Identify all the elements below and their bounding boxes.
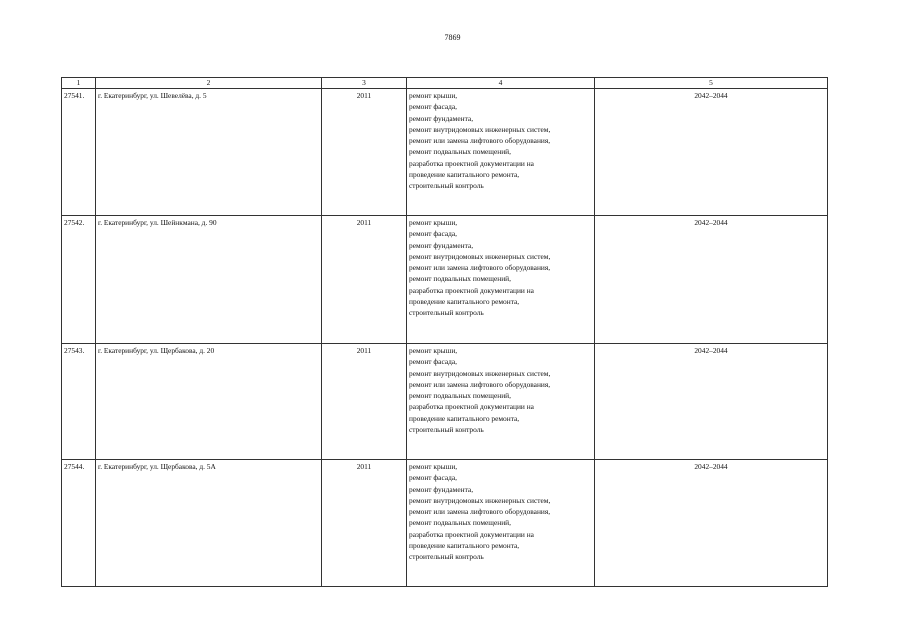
repair-schedule-table [61, 77, 828, 587]
work-item: ремонт внутридомовых инженерных систем, [409, 495, 551, 505]
row-number: 27543. [62, 344, 96, 460]
planned-period: 2042–2044 [595, 460, 828, 587]
page-number: 7869 [444, 33, 461, 42]
row-number: 27542. [62, 216, 96, 344]
planned-period: 2042–2044 [595, 216, 828, 344]
work-item: ремонт или замена лифтового оборудования, [409, 263, 551, 273]
column-header: 5 [595, 78, 828, 89]
work-item: ремонт внутридомовых инженерных систем, [409, 251, 551, 261]
works-list [407, 344, 595, 460]
work-item: ремонт внутридомовых инженерных систем, [409, 124, 551, 134]
header-row [62, 78, 828, 89]
work-item: строительный контроль [409, 308, 484, 318]
year-value: 2011 [322, 89, 407, 216]
table-row [62, 216, 828, 344]
work-item: ремонт подвальных помещений, [409, 391, 511, 401]
work-item: разработка проектной документации на [409, 285, 534, 295]
work-item: проведение капитального ремонта, [409, 170, 520, 180]
building-address: г. Екатеринбург, ул. Шейнкмана, д. 90 [96, 216, 322, 344]
row-number: 27544. [62, 460, 96, 587]
building-address: г. Екатеринбург, ул. Шевелёва, д. 5 [96, 89, 322, 216]
work-item: ремонт фасада, [409, 102, 457, 112]
work-item: ремонт фундамента, [409, 240, 474, 250]
planned-period: 2042–2044 [595, 344, 828, 460]
column-header: 1 [62, 78, 96, 89]
works-list [407, 89, 595, 216]
work-item: ремонт крыши, [409, 91, 458, 100]
work-item: ремонт крыши, [409, 462, 458, 471]
year-value: 2011 [322, 344, 407, 460]
work-item: ремонт подвальных помещений, [409, 274, 511, 284]
work-item: ремонт внутридомовых инженерных систем, [409, 368, 551, 378]
building-address: г. Екатеринбург, ул. Щербакова, д. 20 [96, 344, 322, 460]
column-header: 2 [96, 78, 322, 89]
year-value: 2011 [322, 216, 407, 344]
work-item: ремонт или замена лифтового оборудования, [409, 507, 551, 517]
work-item: ремонт или замена лифтового оборудования, [409, 136, 551, 146]
work-item: разработка проектной документации на [409, 402, 534, 412]
work-item: проведение капитального ремонта, [409, 413, 520, 423]
work-item: проведение капитального ремонта, [409, 297, 520, 307]
year-value: 2011 [322, 460, 407, 587]
work-item: ремонт фасада, [409, 473, 457, 483]
work-item: ремонт или замена лифтового оборудования, [409, 379, 551, 389]
column-header: 4 [407, 78, 595, 89]
works-list [407, 216, 595, 344]
table-row [62, 89, 828, 216]
work-item: ремонт крыши, [409, 346, 458, 355]
work-item: ремонт фасада, [409, 357, 457, 367]
table-row [62, 344, 828, 460]
work-item: разработка проектной документации на [409, 158, 534, 168]
building-address: г. Екатеринбург, ул. Щербакова, д. 5А [96, 460, 322, 587]
work-item: строительный контроль [409, 425, 484, 435]
work-item: строительный контроль [409, 181, 484, 191]
work-item: ремонт подвальных помещений, [409, 518, 511, 528]
row-number: 27541. [62, 89, 96, 216]
work-item: ремонт фундамента, [409, 113, 474, 123]
column-header: 3 [322, 78, 407, 89]
work-item: строительный контроль [409, 552, 484, 562]
planned-period: 2042–2044 [595, 89, 828, 216]
work-item: ремонт крыши, [409, 218, 458, 227]
works-list [407, 460, 595, 587]
work-item: разработка проектной документации на [409, 529, 534, 539]
work-item: ремонт фундамента, [409, 484, 474, 494]
work-item: ремонт фасада, [409, 229, 457, 239]
table-row [62, 460, 828, 587]
work-item: ремонт подвальных помещений, [409, 147, 511, 157]
work-item: проведение капитального ремонта, [409, 541, 520, 551]
